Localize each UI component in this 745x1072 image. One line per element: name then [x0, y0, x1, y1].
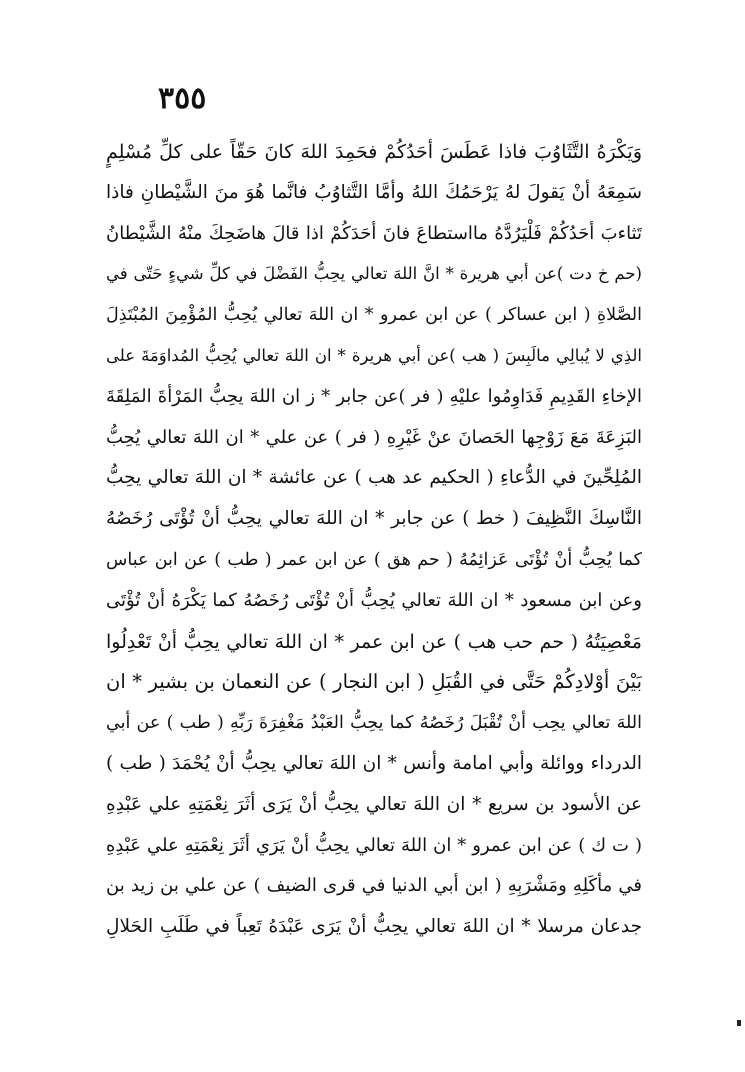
text-line: البَزِعَةَ مَعَ زَوْجِها الحَصانَ عنْ غَيْرِهِ ( فر ) عن علي * ان اللهَ تعالي يُحِبُّ [106, 426, 642, 448]
text-line: جدعان مرسلا * ان اللهَ تعالي يحِبُّ أنْ يَرَى عَبْدَهُ تَعِباً في طَلَبِ الحَلالِ [106, 916, 642, 938]
text-line: الصَّلاةِ ( ابن عساكر ) عن ابن عمرو * ان اللهَ تعالي يُحِبُّ المُؤْمِنَ المُبْتَذِلَ [106, 305, 642, 326]
text-line: كما يُحِبُّ أنْ تُؤْتَى عَزائِمُهُ ( حم هق ) عن ابن عمر ( طب ) عن ابن عباس [106, 549, 642, 570]
text-line: سَمِعَهُ أنْ يَقولَ لهُ يَرْحَمُكَ اللهُ وأمَّا التَّثاوُبُ فانَّما هُوَ منَ الشَّيْطانِ فاذا [106, 181, 642, 203]
text-line: النَّاسِكَ النَّظِيفَ ( خط ) عن جابر * ان اللهَ تعالي يحِبُّ أنْ تُؤْتَى رُخَصُهُ [106, 508, 642, 530]
text-line: المُلِحِّينَ في الدُّعاءِ ( الحكيم عد هب ) عن عائشة * ان اللهَ تعالي يحِبُّ [106, 467, 642, 489]
text-line: (حم خ دت )عن أبي هريرة * انَّ اللهَ تعالي يحِبُّ الفَضْلَ في كلِّ شيءٍ حَتّى في [106, 264, 642, 284]
text-line: تَثاءبَ أحَدُكُمْ فَلْيَرُدَّهُ مااستطاعَ فانَ أحَدَكُمْ اذا قالَ هاضَحِكَ منْهُ الشَّيْطانُ [106, 222, 642, 244]
text-line: في مأكَلِهِ ومَشْرَبِهِ ( ابن أبي الدنيا في قرى الضيف ) عن علي بن زيد بن [106, 875, 642, 897]
page-number: ٣٥٥ [158, 81, 207, 116]
hadith-text-block [106, 132, 642, 948]
text-line: وعن ابن مسعود * ان اللهَ تعالي يُحِبُّ أنْ تُؤْتَى رُخَصُهُ كما يَكْرَهُ أنْ تُؤْتَى [106, 589, 642, 611]
text-line: مَعْصِيَتُهُ ( حم حب هب ) عن ابن عمر * ان اللهَ تعالي يحِبُّ أنْ تَعْدِلُوا [106, 630, 642, 653]
text-line: بَيْنَ أوْلادِكُمْ حَتَّى في القُبَلِ ( ابن النجار ) عن النعمان بن بشير * ان [106, 670, 642, 694]
text-line: اللهَ تعالي يحِب أنْ تُقْبَلَ رُخَصُهُ كما يحِبُّ العَبْدُ مَغْفِرَةَ رَبِّهِ ( طب ) عن أبي [106, 713, 642, 734]
text-line: ( ت ك ) عن ابن عمرو * ان اللهَ تعالي يحِبُّ أنْ يَرَي أثَرَ نِعْمَتِهِ علي عَبْدِهِ [106, 834, 642, 856]
text-line: الذِي لا يُبالِي مالَبِسَ ( هب )عن أبي هريرة * ان اللهَ تعالي يُحِبُّ المُداوَمَةَ على [106, 345, 642, 365]
scan-edge-mark [737, 1020, 741, 1026]
text-line: وَيَكْرَهُ التَّثَاوُبَ فاذا عَطَسَ أحَدُكُمْ فحَمِدَ اللهَ كانَ حَقّاً على كلِّ مُسْلِمٍ [106, 141, 642, 163]
text-line: عن الأسود بن سريع * ان اللهَ تعالي يحِبُّ أنْ يَرَى أثَرَ نِعْمَتِهِ علي عَبْدِهِ [106, 793, 642, 815]
text-line: الدرداء ووائلة وأبي امامة وأنس * ان اللهَ تعالي يحِبُّ أنْ يُحْمَدَ ( طب ) [106, 752, 642, 774]
text-line: الإخاءِ القَدِيمِ فَدَاوِمُوا عليْهِ ( فر )عن جابر * ز ان اللهَ يحِبُّ المَرْأةَ المَلِقَةَ [106, 385, 642, 407]
